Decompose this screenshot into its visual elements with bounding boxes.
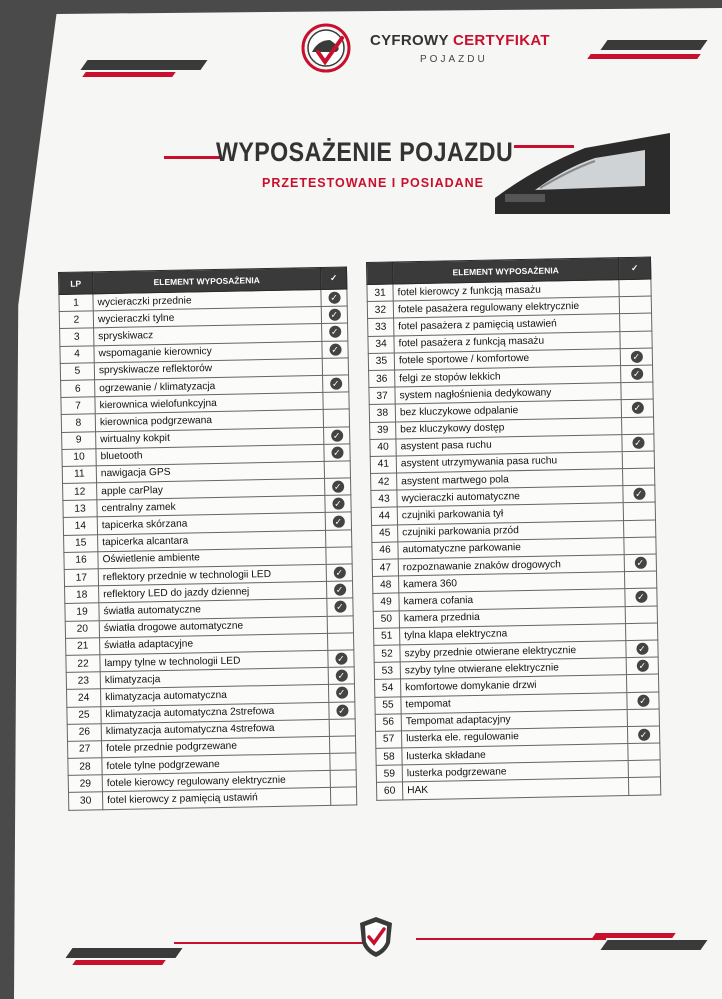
- checkmark-icon: ✓: [332, 515, 344, 527]
- equipment-name: automatyczne parkowanie: [398, 537, 624, 559]
- row-number: 19: [65, 603, 99, 621]
- check-cell: [323, 392, 349, 410]
- equipment-name: kamera przednia: [399, 606, 625, 628]
- row-number: 54: [375, 679, 401, 697]
- equipment-name: światła adaptacyjne: [100, 633, 328, 655]
- equipment-name: fotel kierowcy z pamięcią ustawiń: [102, 788, 330, 810]
- row-number: 51: [374, 628, 400, 646]
- row-number: 4: [60, 345, 94, 363]
- equipment-name: fotele pasażera regulowany elektrycznie: [393, 297, 619, 319]
- check-cell: [329, 719, 355, 737]
- row-number: 53: [374, 662, 400, 680]
- equipment-name: bluetooth: [96, 444, 324, 466]
- row-number: 35: [368, 353, 394, 371]
- row-number: 58: [376, 748, 402, 766]
- check-cell: [625, 623, 657, 641]
- row-number: 50: [373, 610, 399, 628]
- row-number: 6: [61, 380, 95, 398]
- check-cell: [321, 306, 347, 324]
- checkmark-icon: ✓: [630, 351, 642, 363]
- row-number: 10: [62, 448, 96, 466]
- row-number: 36: [369, 370, 395, 388]
- check-cell: [325, 478, 351, 496]
- row-number: 60: [377, 782, 403, 800]
- check-cell: [623, 502, 655, 520]
- check-cell: [328, 667, 354, 685]
- equipment-name: spryskiwacze reflektorów: [94, 358, 322, 380]
- table-body-right: [367, 279, 661, 800]
- equipment-name: centralny zamek: [97, 496, 325, 518]
- equipment-name: kamera 360: [399, 572, 625, 594]
- check-cell: [324, 444, 350, 462]
- equipment-name: czujniki parkowania przód: [398, 520, 624, 542]
- equipment-name: lusterka podgrzewane: [402, 761, 628, 783]
- checkmark-icon: ✓: [331, 446, 343, 458]
- equipment-name: kierownica wielofunkcyjna: [95, 393, 323, 415]
- check-cell: [622, 417, 654, 435]
- equipment-name: fotel pasażera z funkcją masażu: [394, 331, 620, 353]
- checkmark-icon: ✓: [631, 368, 643, 380]
- check-cell: [322, 323, 348, 341]
- column-header-element: ELEMENT WYPOSAŻENIA: [393, 258, 619, 284]
- equipment-name: rozpoznawanie znaków drogowych: [398, 555, 624, 577]
- row-number: 1: [59, 294, 93, 312]
- check-cell: [628, 743, 660, 761]
- check-cell: [329, 701, 355, 719]
- checkmark-icon: ✓: [330, 378, 342, 390]
- check-cell: [627, 691, 659, 709]
- checkmark-icon: ✓: [332, 498, 344, 510]
- equipment-name: szyby tylne otwierane elektrycznie: [400, 658, 626, 680]
- equipment-name: czujniki parkowania tył: [397, 503, 623, 525]
- column-header-element: ELEMENT WYPOSAŻENIA: [93, 267, 321, 293]
- check-cell: [620, 331, 652, 349]
- checkmark-icon: ✓: [329, 326, 341, 338]
- equipment-name: wycieraczki przednie: [93, 289, 321, 311]
- equipment-name: nawigacja GPS: [96, 461, 324, 483]
- equipment-name: wspomaganie kierownicy: [94, 341, 322, 363]
- checkmark-icon: ✓: [328, 292, 340, 304]
- checkmark-icon: ✓: [336, 687, 348, 699]
- equipment-name: reflektory LED do jazdy dziennej: [99, 582, 327, 604]
- checkmark-icon: ✓: [334, 584, 346, 596]
- column-header-check: ✓: [320, 267, 346, 289]
- row-number: 30: [69, 792, 103, 810]
- row-number: 33: [368, 318, 394, 336]
- check-cell: [326, 547, 352, 565]
- row-number: 56: [375, 714, 401, 732]
- row-number: 38: [369, 404, 395, 422]
- check-cell: [323, 375, 349, 393]
- footer-stripe-left-dark: [65, 948, 182, 958]
- check-cell: [619, 296, 651, 314]
- checkmark-icon: ✓: [636, 660, 648, 672]
- check-cell: [324, 461, 350, 479]
- column-header-lp: LP: [59, 272, 93, 295]
- row-number: 15: [64, 534, 98, 552]
- checkmark-icon: ✓: [331, 429, 343, 441]
- row-number: 7: [61, 397, 95, 415]
- check-cell: [623, 485, 655, 503]
- brand-header: [300, 22, 550, 82]
- equipment-table-left: [58, 266, 357, 810]
- row-number: 49: [373, 593, 399, 611]
- check-cell: [624, 520, 656, 538]
- check-cell: [620, 313, 652, 331]
- equipment-name: felgi ze stopów lekkich: [395, 366, 621, 388]
- row-number: 42: [371, 473, 397, 491]
- checkmark-icon: ✓: [638, 729, 650, 741]
- page-title: WYPOSAŻENIE POJAZDU: [216, 137, 514, 167]
- equipment-name: klimatyzacja: [100, 668, 328, 690]
- title-line-left: [164, 156, 222, 159]
- checkmark-icon: ✓: [334, 601, 346, 613]
- checkmark-icon: ✓: [335, 653, 347, 665]
- equipment-name: system nagłośnienia dedykowany: [395, 383, 621, 405]
- equipment-name: tapicerka skórzana: [97, 513, 325, 535]
- footer-stripe-left-red: [72, 960, 166, 965]
- row-number: 43: [371, 490, 397, 508]
- check-cell: [325, 495, 351, 513]
- row-number: 40: [370, 439, 396, 457]
- equipment-name: reflektory przednie w technologii LED: [98, 564, 326, 586]
- checkmark-icon: ✓: [335, 670, 347, 682]
- checkmark-icon: ✓: [336, 704, 348, 716]
- brand-name-part1: CYFROWY: [370, 32, 449, 49]
- row-number: 20: [65, 620, 99, 638]
- checkmark-icon: ✓: [333, 567, 345, 579]
- check-cell: [620, 348, 652, 366]
- row-number: 3: [60, 328, 94, 346]
- row-number: 52: [374, 645, 400, 663]
- equipment-name: tempomat: [401, 692, 627, 714]
- equipment-name: fotele sportowe / komfortowe: [394, 348, 620, 370]
- header-stripe-right-red: [587, 54, 701, 59]
- row-number: 17: [64, 569, 98, 587]
- equipment-name: fotel kierowcy z funkcją masażu: [393, 280, 619, 302]
- checkmark-icon: ✓: [637, 694, 649, 706]
- equipment-name: wirtualny kokpit: [96, 427, 324, 449]
- check-cell: [326, 581, 352, 599]
- row-number: 8: [61, 414, 95, 432]
- equipment-name: kierownica podgrzewana: [95, 410, 323, 432]
- equipment-name: asystent pasa ruchu: [396, 434, 622, 456]
- equipment-name: wycieraczki tylne: [93, 307, 321, 329]
- row-number: 24: [67, 689, 101, 707]
- row-number: 5: [60, 363, 94, 381]
- checkmark-icon: ✓: [632, 436, 644, 448]
- check-cell: [625, 606, 657, 624]
- equipment-name: fotel pasażera z pamięcią ustawień: [394, 314, 620, 336]
- equipment-name: klimatyzacja automatyczna 4strefowa: [101, 719, 329, 741]
- row-number: 48: [373, 576, 399, 594]
- column-header-lp: LP: [367, 262, 393, 284]
- equipment-name: bez kluczykowe odpalanie: [395, 400, 621, 422]
- equipment-name: kamera cofania: [399, 589, 625, 611]
- check-cell: [330, 770, 356, 788]
- row-number: 2: [59, 311, 93, 329]
- check-cell: [627, 709, 659, 727]
- row-number: 37: [369, 387, 395, 405]
- check-cell: [621, 399, 653, 417]
- row-number: 25: [67, 706, 101, 724]
- equipment-name: Tempomat adaptacyjny: [401, 709, 627, 731]
- check-cell: [328, 650, 354, 668]
- equipment-name: asystent utrzymywania pasa ruchu: [396, 451, 622, 473]
- check-cell: [322, 358, 348, 376]
- checkmark-icon: ✓: [328, 309, 340, 321]
- row-number: 26: [67, 723, 101, 741]
- checkmark-icon: ✓: [329, 343, 341, 355]
- check-cell: [625, 588, 657, 606]
- check-cell: [628, 777, 660, 795]
- equipment-name: fotele kierowcy regulowany elektrycznie: [102, 771, 330, 793]
- checkmark-icon: ✓: [635, 591, 647, 603]
- brand-subtitle: POJAZDU: [420, 54, 488, 65]
- equipment-name: bez kluczykowy dostęp: [396, 417, 622, 439]
- row-number: 44: [371, 507, 397, 525]
- check-cell: [330, 753, 356, 771]
- check-cell: [326, 530, 352, 548]
- equipment-name: światła drogowe automatyczne: [99, 616, 327, 638]
- check-cell: [627, 726, 659, 744]
- page-subtitle: PRZETESTOWANE I POSIADANE: [262, 176, 485, 190]
- shield-check-icon: [358, 915, 394, 959]
- equipment-name: spryskiwacz: [94, 324, 322, 346]
- equipment-name: tylna klapa elektryczna: [400, 623, 626, 645]
- checkmark-icon: ✓: [634, 557, 646, 569]
- row-number: 34: [368, 336, 394, 354]
- equipment-name: wycieraczki automatyczne: [397, 486, 623, 508]
- equipment-name: asystent martwego pola: [397, 469, 623, 491]
- row-number: 28: [68, 758, 102, 776]
- check-cell: [626, 674, 658, 692]
- car-illustration-icon: [495, 128, 670, 214]
- header-stripe-left-dark: [80, 60, 207, 70]
- equipment-name: fotele tylne podgrzewane: [102, 753, 330, 775]
- check-cell: [326, 564, 352, 582]
- equipment-name: lusterka składane: [402, 744, 628, 766]
- check-cell: [328, 684, 354, 702]
- brand-name: [370, 32, 550, 49]
- row-number: 9: [62, 431, 96, 449]
- check-cell: [325, 512, 351, 530]
- row-number: 16: [64, 552, 98, 570]
- car-shield-logo-icon: [300, 22, 352, 74]
- row-number: 23: [66, 672, 100, 690]
- row-number: 39: [370, 421, 396, 439]
- row-number: 18: [65, 586, 99, 604]
- equipment-name: fotele przednie podgrzewane: [102, 736, 330, 758]
- row-number: 27: [68, 741, 102, 759]
- footer-line-right: [416, 938, 606, 940]
- row-number: 47: [372, 559, 398, 577]
- check-cell: [322, 341, 348, 359]
- check-cell: [626, 657, 658, 675]
- check-cell: [624, 554, 656, 572]
- footer-line-left: [174, 942, 364, 944]
- check-cell: [327, 633, 353, 651]
- brand-name-part2: CERTYFIKAT: [452, 32, 550, 49]
- row-number: 11: [62, 466, 96, 484]
- check-cell: [323, 409, 349, 427]
- check-cell: [622, 434, 654, 452]
- equipment-name: Oświetlenie ambiente: [98, 547, 326, 569]
- check-cell: [624, 571, 656, 589]
- check-cell: [624, 537, 656, 555]
- equipment-name: klimatyzacja automatyczna 2strefowa: [101, 702, 329, 724]
- row-number: 29: [68, 775, 102, 793]
- row-number: 14: [63, 517, 97, 535]
- check-cell: [621, 382, 653, 400]
- equipment-name: komfortowe domykanie drzwi: [401, 675, 627, 697]
- checkmark-icon: ✓: [636, 643, 648, 655]
- checkmark-icon: ✓: [633, 488, 645, 500]
- header-stripe-right-dark: [600, 40, 707, 50]
- equipment-name: apple carPlay: [97, 478, 325, 500]
- check-cell: [321, 289, 347, 307]
- check-cell: [626, 640, 658, 658]
- row-number: 55: [375, 696, 401, 714]
- check-cell: [623, 468, 655, 486]
- footer-stripe-right-dark: [600, 940, 707, 950]
- check-cell: [327, 598, 353, 616]
- equipment-name: tapicerka alcantara: [98, 530, 326, 552]
- equipment-name: szyby przednie otwierane elektrycznie: [400, 641, 626, 663]
- equipment-name: lusterka ele. regulowanie: [402, 726, 628, 748]
- checkmark-icon: ✓: [631, 402, 643, 414]
- check-cell: [621, 365, 653, 383]
- row-number: 31: [367, 284, 393, 302]
- equipment-name: klimatyzacja automatyczna: [101, 685, 329, 707]
- row-number: 22: [66, 655, 100, 673]
- row-number: 59: [376, 765, 402, 783]
- equipment-table-right: [366, 257, 661, 801]
- check-cell: [619, 279, 651, 297]
- column-header-check: ✓: [618, 257, 650, 280]
- equipment-name: ogrzewanie / klimatyzacja: [95, 375, 323, 397]
- row-number: 12: [63, 483, 97, 501]
- row-number: 21: [66, 638, 100, 656]
- row-number: 32: [367, 301, 393, 319]
- checkmark-icon: ✓: [332, 481, 344, 493]
- row-number: 46: [372, 542, 398, 560]
- table-body-left: [59, 289, 357, 810]
- row-number: 41: [370, 456, 396, 474]
- row-number: 57: [376, 731, 402, 749]
- check-cell: [330, 787, 356, 805]
- check-cell: [327, 615, 353, 633]
- row-number: 45: [372, 525, 398, 543]
- equipment-name: lampy tylne w technologii LED: [100, 650, 328, 672]
- check-cell: [324, 426, 350, 444]
- equipment-name: HAK: [402, 778, 628, 800]
- header-stripe-left-red: [82, 72, 176, 77]
- row-number: 13: [63, 500, 97, 518]
- check-cell: [622, 451, 654, 469]
- check-cell: [329, 736, 355, 754]
- equipment-name: światła automatyczne: [99, 599, 327, 621]
- check-cell: [628, 760, 660, 778]
